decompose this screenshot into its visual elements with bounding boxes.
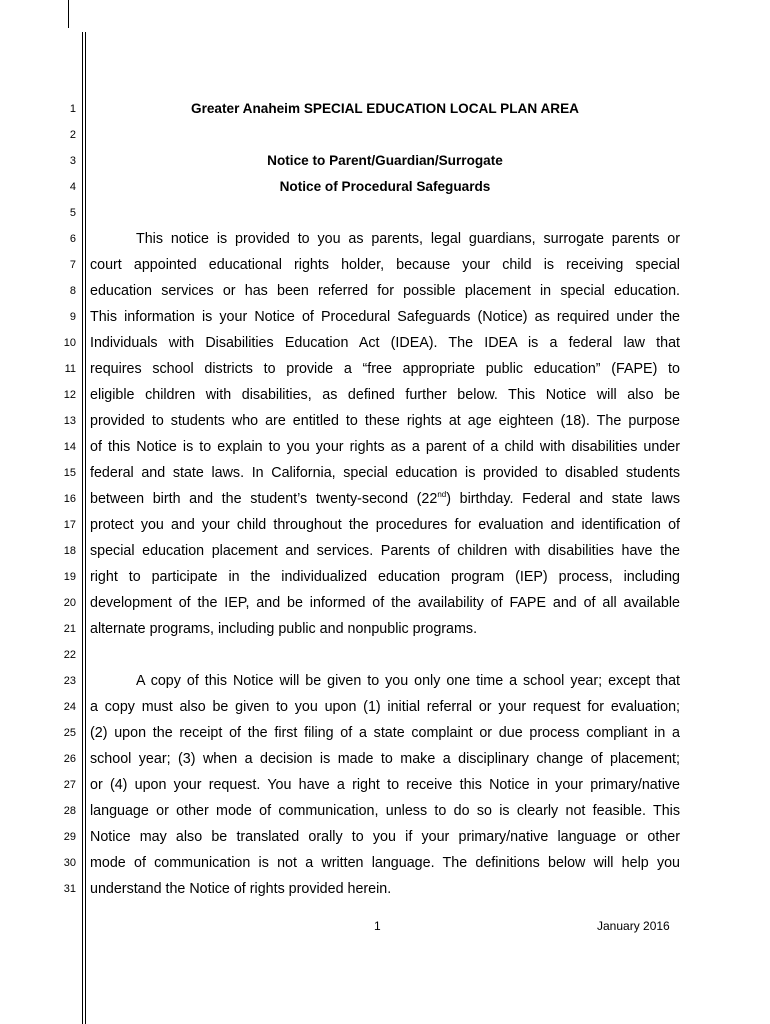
line-number: 19 <box>63 571 76 583</box>
line-number: 8 <box>69 285 76 297</box>
text-line: federal and state laws. In California, special education is provided to disabled students <box>90 465 680 481</box>
margin-rule-right <box>85 32 86 1024</box>
text-line: Notice may also be translated orally to you if your primary/native language or other <box>90 829 680 845</box>
line-number: 30 <box>63 857 76 869</box>
line-number: 31 <box>63 883 76 895</box>
line-number: 10 <box>63 337 76 349</box>
text-line: requires school districts to provide a “free appropriate public education” (FAPE) to <box>90 361 680 377</box>
text-line: or (4) upon your request. You have a right to receive this Notice in your primary/native <box>90 777 680 793</box>
line-number: 24 <box>63 701 76 713</box>
line-number: 11 <box>64 363 76 375</box>
text-line: understand the Notice of rights provided herein. <box>90 881 392 897</box>
org-heading: Greater Anaheim SPECIAL EDUCATION LOCAL PLAN AREA <box>191 101 579 116</box>
line-number: 28 <box>63 805 76 817</box>
line-number: 18 <box>63 545 76 557</box>
line-number: 16 <box>63 493 76 505</box>
line-number: 7 <box>69 259 76 271</box>
margin-tick <box>68 0 69 28</box>
text-line: development of the IEP, and be informed of the availability of FAPE and of all available <box>90 595 680 611</box>
text-line: eligible children with disabilities, as defined further below. This Notice will also be <box>90 387 680 403</box>
line-number: 27 <box>63 779 76 791</box>
text-line: provided to students who are entitled to these rights at age eighteen (18). The purpose <box>90 413 680 429</box>
line-number: 22 <box>63 649 76 661</box>
line-number: 9 <box>69 311 76 323</box>
text-line: of this Notice is to explain to you your rights as a parent of a child with disabilities under <box>90 439 680 455</box>
text-line: court appointed educational rights holder, because your child is receiving special <box>90 257 680 273</box>
text-line: protect you and your child throughout the procedures for evaluation and identification of <box>90 517 680 533</box>
text-line: school year; (3) when a decision is made to make a disciplinary change of placement; <box>90 751 680 767</box>
margin-rule-left <box>82 32 83 1024</box>
notice-title: Notice to Parent/Guardian/Surrogate <box>267 153 503 168</box>
line-number: 3 <box>69 155 76 167</box>
line-number: 1 <box>69 103 76 115</box>
text-line-birthday <box>90 490 680 508</box>
line-number: 21 <box>63 623 76 635</box>
line-number: 17 <box>63 519 76 531</box>
line-number: 14 <box>63 441 76 453</box>
text-line: language or other mode of communication, unless to do so is clearly not feasible. This <box>90 803 680 819</box>
line-number: 23 <box>63 675 76 687</box>
text-segment: ) birthday. Federal and state laws <box>446 491 680 507</box>
text-line: This information is your Notice of Procedural Safeguards (Notice) as required under the <box>90 309 680 325</box>
text-line: mode of communication is not a written language. The definitions below will help you <box>90 855 680 871</box>
text-line: A copy of this Notice will be given to you only one time a school year; except that <box>136 673 680 689</box>
text-line: Individuals with Disabilities Education Act (IDEA). The IDEA is a federal law that <box>90 335 680 351</box>
line-number: 12 <box>63 389 76 401</box>
line-number: 13 <box>63 415 76 427</box>
text-line: This notice is provided to you as parents, legal guardians, surrogate parents or <box>136 231 680 247</box>
text-line: right to participate in the individualized education program (IEP) process, including <box>90 569 680 585</box>
line-number: 15 <box>63 467 76 479</box>
text-line: a copy must also be given to you upon (1) initial referral or your request for evaluation; <box>90 699 680 715</box>
line-number: 2 <box>69 129 76 141</box>
footer-date: January 2016 <box>597 919 670 933</box>
line-number: 5 <box>69 207 76 219</box>
line-number: 26 <box>63 753 76 765</box>
ordinal-suffix: nd <box>437 490 447 500</box>
text-line: (2) upon the receipt of the first filing of a state complaint or due process compliant in a <box>90 725 680 741</box>
line-number: 4 <box>69 181 76 193</box>
line-number: 20 <box>63 597 76 609</box>
text-line: special education placement and services. Parents of children with disabilities have the <box>90 543 680 559</box>
page-number: 1 <box>374 919 381 933</box>
line-number: 29 <box>63 831 76 843</box>
line-number: 6 <box>69 233 76 245</box>
text-segment: between birth and the student’s twenty-second (22 <box>90 491 438 507</box>
line-number: 25 <box>63 727 76 739</box>
text-line: education services or has been referred for possible placement in special education. <box>90 283 680 299</box>
notice-subtitle: Notice of Procedural Safeguards <box>279 179 491 194</box>
text-line: alternate programs, including public and nonpublic programs. <box>90 621 478 637</box>
